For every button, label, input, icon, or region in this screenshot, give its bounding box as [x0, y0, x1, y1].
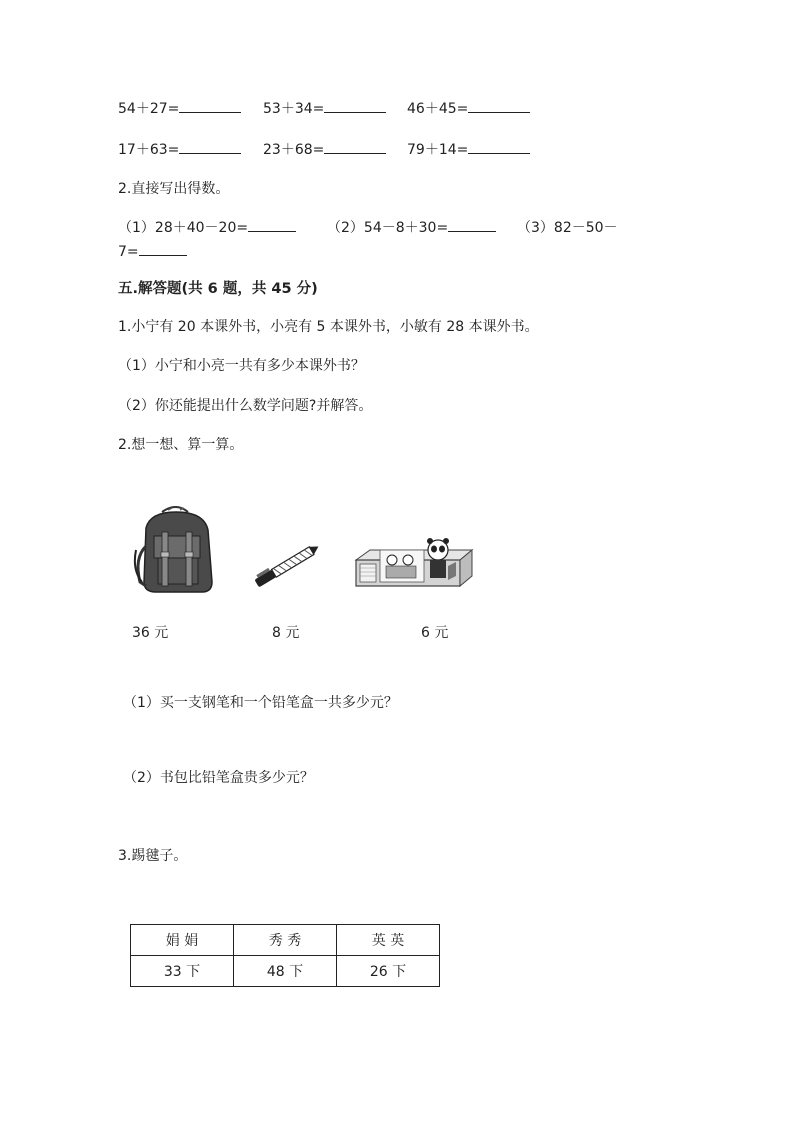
backpack-image: [132, 506, 218, 596]
arith-expr: 17＋63=: [118, 142, 180, 158]
problem-1-sub-2: （2）你还能提出什么数学问题?并解答。: [118, 398, 373, 414]
problem-1-sub-1: （1）小宁和小亮一共有多少本课外书？: [118, 358, 365, 374]
pencil-case-image: [352, 536, 478, 594]
q2-item-1: [118, 217, 296, 237]
section-heading: 五.解答题(共 6 题，共 45 分): [118, 281, 318, 297]
pen-image: [248, 538, 326, 594]
answer-blank[interactable]: [448, 217, 496, 232]
table-row: [131, 956, 440, 987]
problem-3-title: 3.踢毽子。: [118, 848, 188, 864]
arith-item: [407, 98, 530, 118]
answer-blank[interactable]: [179, 139, 241, 154]
q2-expr: 7=: [118, 244, 139, 260]
kick-table: [130, 924, 440, 987]
arith-expr: 53＋34=: [263, 101, 325, 117]
answer-blank[interactable]: [324, 98, 386, 113]
price-backpack: 36 元: [132, 625, 169, 641]
problem-2-title: 2.想一想、算一算。: [118, 437, 244, 453]
table-cell: 48 下: [234, 956, 337, 987]
arith-row-2: [118, 139, 241, 159]
answer-blank[interactable]: [139, 241, 187, 256]
arith-item: [407, 139, 530, 159]
answer-blank[interactable]: [324, 139, 386, 154]
price-pencil-case: 6 元: [421, 625, 449, 641]
answer-blank[interactable]: [248, 217, 296, 232]
table-header-cell: 娟 娟: [131, 925, 234, 956]
table-header-cell: 英 英: [337, 925, 440, 956]
problem-2-sub-2: （2）书包比铅笔盒贵多少元？: [123, 770, 314, 786]
table-header-cell: 秀 秀: [234, 925, 337, 956]
table-cell: 33 下: [131, 956, 234, 987]
table-header-row: [131, 925, 440, 956]
answer-blank[interactable]: [179, 98, 241, 113]
table-cell: 26 下: [337, 956, 440, 987]
price-pen: 8 元: [272, 625, 300, 641]
arith-row-1: [118, 98, 241, 118]
arith-expr: 23＋68=: [263, 142, 325, 158]
problem-1-title: 1.小宁有 20 本课外书，小亮有 5 本课外书，小敏有 28 本课外书。: [118, 319, 539, 335]
answer-blank[interactable]: [468, 139, 530, 154]
question-2-title: 2.直接写出得数。: [118, 181, 230, 197]
q2-expr: （1）28＋40－20=: [118, 220, 249, 236]
arith-expr: 46＋45=: [407, 101, 469, 117]
q2-expr: （2）54－8＋30=: [327, 220, 449, 236]
arith-expr: 79＋14=: [407, 142, 469, 158]
problem-2-sub-1: （1）买一支钢笔和一个铅笔盒一共多少元？: [123, 695, 398, 711]
arith-expr: 54＋27=: [118, 101, 180, 117]
q2-item-3: [517, 217, 618, 237]
q2-expr: （3）82－50－: [517, 220, 618, 236]
arith-item: [263, 139, 386, 159]
q2-item-3-wrap: [118, 241, 187, 260]
arith-item: [263, 98, 386, 118]
q2-item-2: [327, 217, 496, 237]
answer-blank[interactable]: [468, 98, 530, 113]
